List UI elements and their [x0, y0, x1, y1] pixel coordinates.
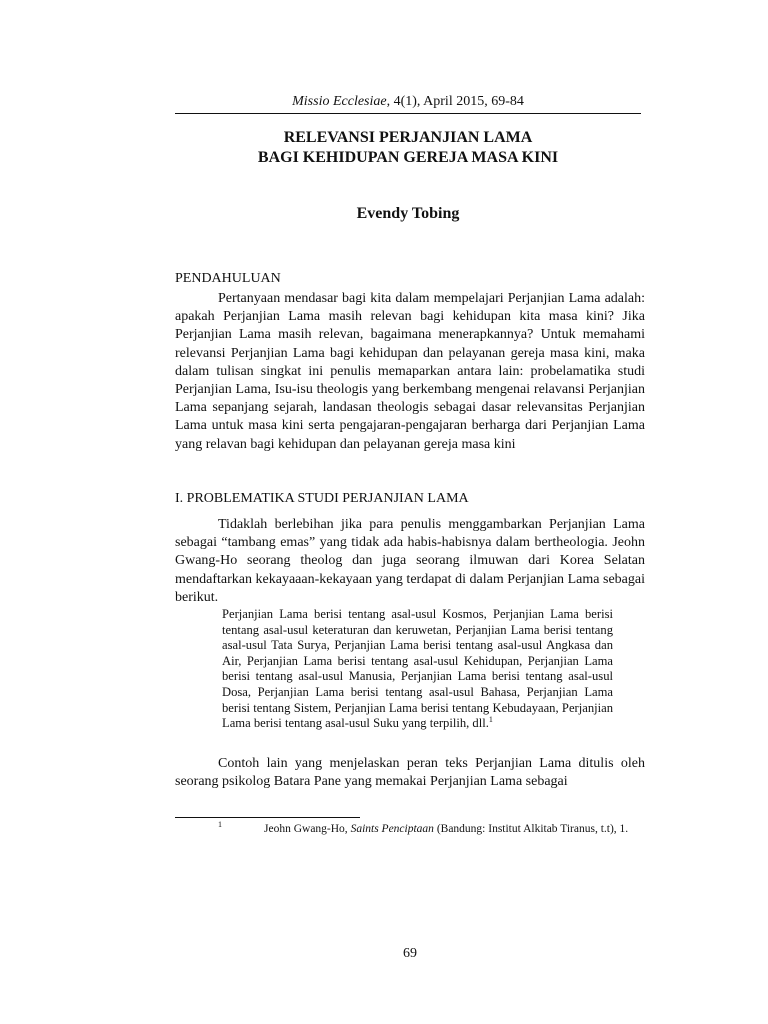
intro-heading: PENDAHULUAN [175, 271, 281, 286]
article-title [175, 128, 641, 168]
page-number: 69 [403, 946, 417, 961]
intro-paragraph: Pertanyaan mendasar bagi kita dalam mempelajari Perjanjian Lama adalah: apakah Perjanjian Lama masih relevan bagi kehidupan kita masa kini? Jika Perjanjian Lama masih relevan, bagaimana menerapkannya? Untuk memahami relevansi Perjanjian Lama bagi kehidupan dan pelayanan gereja masa kini, maka dalam tulisan singkat ini penulis memaparkan antara lain: probelamatika studi Perjanjian Lama, Isu-isu theologis yang berkembang mengenai relavansi Perjanjian Lama sepanjang sejarah, landasan theologis sebagai dasar relevansitas Perjanjian Lama untuk masa kini serta pengajaran-pengajaran berharga dari Perjanjian Lama yang relavan bagi kehidupan dan pelayanan gereja masa kini [175, 291, 645, 452]
section-1-heading: I. PROBLEMATIKA STUDI PERJANJIAN LAMA [175, 491, 469, 506]
footnote-rule [175, 817, 360, 818]
section-1-paragraph-2: Contoh lain yang menjelaskan peran teks Perjanjian Lama ditulis oleh seorang psikolog Batara Pane yang memakai Perjanjian Lama sebagai [175, 756, 645, 790]
footnote: 1 Jeohn Gwang-Ho, Saints Penciptaan (Bandung: Institut Alkitab Tiranus, t.t), 1. [218, 820, 629, 835]
footnote-book-title: Saints Penciptaan [350, 823, 434, 835]
section-1-paragraph: Tidaklah berlebihan jika para penulis menggambarkan Perjanjian Lama sebagai “tambang emas” yang tidak ada habis-habisnya dalam bertheologia. Jeohn Gwang-Ho seorang theolog dan juga seorang ilmuwan dari Korea Selatan mendaftarkan kekayaaan-kekayaan yang terdapat di dalam Perjanjian Lama sebagai berikut. [175, 517, 645, 605]
block-quote [222, 607, 613, 732]
journal-citation: , 4(1), April 2015, 69-84 [386, 94, 524, 109]
journal-header [175, 94, 641, 110]
header-rule [175, 113, 641, 114]
footnote-text-after: (Bandung: Institut Alkitab Tiranus, t.t), 1. [433, 823, 629, 835]
footnote-text-before: Jeohn Gwang-Ho, [264, 823, 351, 835]
journal-name: Missio Ecclesiae [292, 94, 387, 109]
title-line-1: RELEVANSI PERJANJIAN LAMA [283, 129, 533, 146]
block-quote-text: Perjanjian Lama berisi tentang asal-usul Kosmos, Perjanjian Lama berisi tentang asal-usul keteraturan dan keruwetan, Perjanjian Lama berisi tentang asal-usul Tata Surya, Perjanjian Lama berisi tentang asal-usul Angkasa dan Air, Perjanjian Lama berisi tentang asal-usul Kehidupan, Perjanjian Lama berisi tentang asal-usul Manusia, Perjanjian Lama berisi tentang asal-usul Dosa, Perjanjian Lama berisi tentang asal-usul Bahasa, Perjanjian Lama berisi tentang Sistem, Perjanjian Lama berisi tentang Kebudayaan, Perjanjian Lama berisi tentang asal-usul Suku yang terpilih, dll. [222, 607, 613, 731]
author-name: Evendy Tobing [356, 205, 460, 222]
title-line-2: BAGI KEHIDUPAN GEREJA MASA KINI [257, 149, 559, 166]
footnote-ref[interactable]: 1 [488, 714, 493, 724]
